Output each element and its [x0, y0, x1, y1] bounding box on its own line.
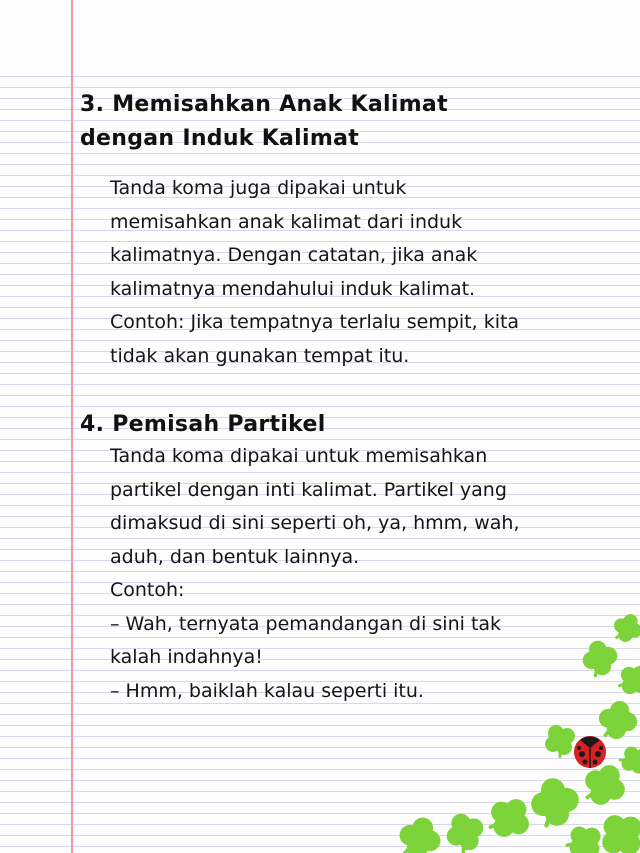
- clover-decoration: [390, 580, 640, 853]
- example-label: Contoh:: [110, 579, 185, 601]
- example-line: Contoh: Jika tempatnya terlalu sempit, kita: [110, 311, 520, 333]
- paragraph-line: kalimatnya mendahului induk kalimat.: [110, 277, 476, 300]
- clover-icon: [394, 813, 445, 853]
- section-3-paragraph: [110, 172, 610, 373]
- paragraph-line: kalimatnya. Dengan catatan, jika anak: [110, 244, 478, 266]
- clover-icon: [609, 610, 640, 647]
- clover-icon: [527, 774, 583, 830]
- example-line: tidak akan gunakan tempat itu.: [110, 344, 410, 367]
- clover-icon: [596, 698, 640, 743]
- clover-icon: [481, 789, 539, 847]
- paragraph-line: memisahkan anak kalimat dari induk: [110, 210, 463, 233]
- notebook-margin-line: [71, 0, 73, 853]
- clover-icon: [612, 657, 640, 702]
- section-4-heading: 4. Pemisah Partikel: [80, 412, 326, 437]
- paragraph-line: dimaksud di sini seperti oh, ya, hmm, wah,: [110, 512, 520, 534]
- example-line: – Hmm, baiklah kalau seperti itu.: [110, 679, 424, 702]
- paragraph-line: partikel dengan inti kalimat. Partikel yang: [110, 478, 507, 501]
- ladybug-icon: [574, 736, 606, 768]
- paragraph-line: Tanda koma dipakai untuk memisahkan: [110, 445, 488, 467]
- section-3-heading-line-1: 3. Memisahkan Anak Kalimat: [80, 92, 448, 117]
- page-top-blank: [0, 0, 640, 76]
- section-3-heading-line-2: dengan Induk Kalimat: [80, 126, 360, 151]
- clover-icon: [578, 636, 621, 679]
- example-line: – Wah, ternyata pemandangan di sini tak: [110, 612, 502, 635]
- clover-icon: [560, 817, 610, 853]
- paragraph-line: Tanda koma juga dipakai untuk: [110, 177, 407, 199]
- section-3-heading: [80, 88, 448, 156]
- clover-icon: [439, 806, 490, 853]
- example-line: kalah indahnya!: [110, 646, 263, 668]
- paragraph-line: aduh, dan bentuk lainnya.: [110, 545, 360, 568]
